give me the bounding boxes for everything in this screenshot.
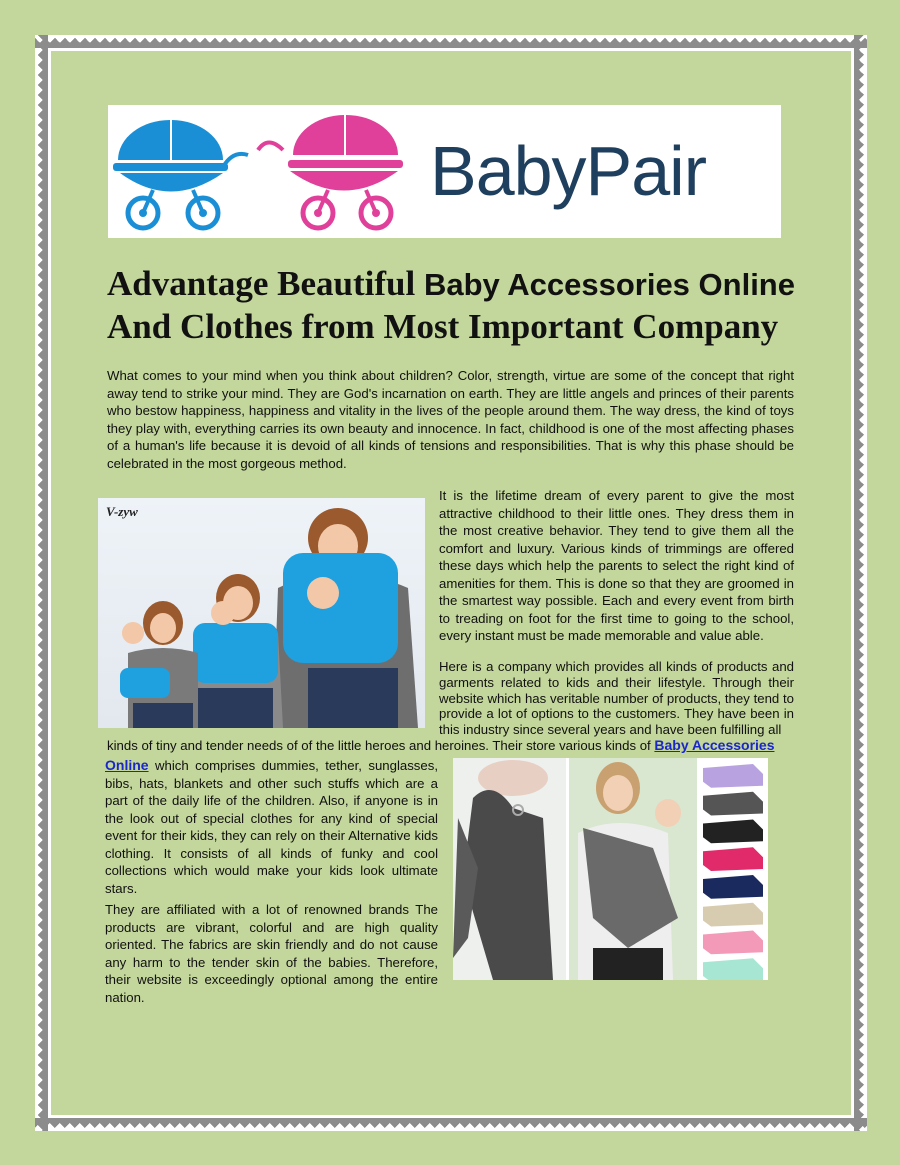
photo-watermark: V-zyw (106, 504, 138, 519)
babypair-logo (108, 105, 781, 238)
baby-sling-photo (453, 758, 768, 980)
border-triangles-top (35, 38, 867, 48)
stroller-logo-icon (108, 105, 428, 238)
fabric-swatch (703, 764, 763, 788)
company-paragraph: Here is a company which provides all kinds of products and garments related to kids and their lifestyle. Through their website which has veritable number of products, they tend to provide a lot of options to the customers. They have been in this industry since several years and have been fulfilling all (439, 659, 794, 738)
dream-paragraph: It is the lifetime dream of every parent to give the most attractive childhood to their little ones. They dress them in the most creative behavior. They tend to give them all the comfort and luxury. Various kinds of trimmings are offered these days which help the parents to select the right kind of amenities for them. This is done so that they are groomed in the smartest way possible. Each and every event from birth to treading on foot for the first time to going to the school, every instant must be made memorable and value able. (439, 488, 794, 643)
baby-accessories-link[interactable]: Baby Accessories (654, 737, 775, 753)
fabric-swatch (703, 875, 763, 899)
title-part2: Baby Accessories Online (423, 267, 795, 302)
fabric-swatch (703, 820, 763, 844)
border-triangles-bottom (35, 1118, 867, 1128)
intro-paragraph: What comes to your mind when you think about children? Color, strength, virtue are some of the concept that right away tend to strike your mind. They are God's incarnation on earth. They are little angels and princes of their parents who bestow happiness, happiness and vitality in the lives of the people around them. The way dress, the kind of toys they play with, everything carries its own beauty and innocence. In fact, childhood is one of the most affecting phases of a human's life because it is devoid of all kinds of tensions and responsibilities. That is why this phase should be celebrated in the most gorgeous method. (107, 368, 794, 471)
store-line (107, 737, 794, 755)
blue-stroller-icon (113, 120, 248, 228)
store-line-text: kinds of tiny and tender needs of of the little heroes and heroines. Their store various kinds of (107, 738, 651, 753)
brand-name: BabyPair (430, 132, 707, 210)
border-triangles-left (38, 35, 48, 1131)
fabric-swatch (703, 903, 763, 927)
fabric-swatch (703, 931, 763, 955)
products-text: which comprises dummies, tether, sunglasses, bibs, hats, blankets and other such stuffs which are a part of the daily life of the children. Also, if anyone is in the look out of special clothes for any kind of special event for their kids, they can rely on their Alternative kids clothing. It consists of all kinds of funky and cool collections which would make your kids look ultimate stars. (105, 758, 438, 896)
fabric-swatch (703, 792, 763, 816)
title-line2: And Clothes from Most Important Company (107, 307, 779, 346)
page-title (107, 263, 807, 348)
pink-stroller-icon (258, 115, 403, 228)
fabric-swatch (703, 847, 763, 871)
baby-carrier-photo (98, 498, 425, 728)
online-link[interactable]: Online (105, 757, 149, 773)
title-part1: Advantage Beautiful (107, 264, 416, 303)
products-paragraph (105, 757, 438, 897)
brands-paragraph: They are affiliated with a lot of renowned brands The products are vibrant, colorful and are high quality oriented. The fabrics are skin friendly and do not cause any harm to the tender skin of the babies. Therefore, their website is exceedingly optional among the entire nation. (105, 902, 438, 1005)
border-triangles-right (854, 35, 864, 1131)
